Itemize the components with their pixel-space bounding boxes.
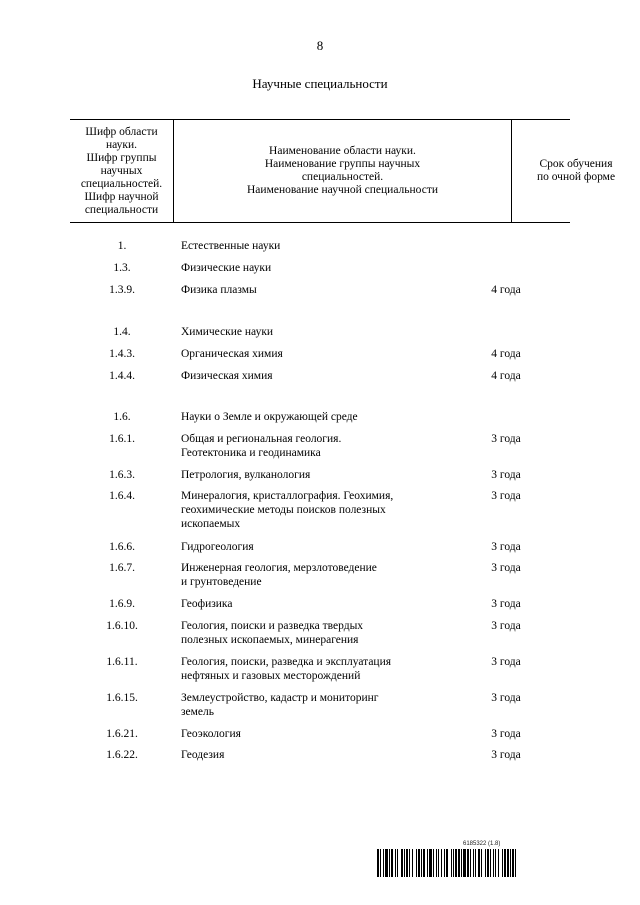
barcode-bar xyxy=(516,849,518,877)
row-code: 1.3. xyxy=(113,262,131,274)
barcode xyxy=(377,849,589,877)
row-term: 4 года xyxy=(491,370,521,382)
row-code: 1.6.7. xyxy=(109,562,135,574)
page-number: 8 xyxy=(316,38,324,53)
row-term: 3 года xyxy=(491,562,521,574)
header-name: Наименование области науки. Наименование группы научных специальностей. Наименование научной специальности xyxy=(174,120,512,222)
row-code: 1.6.11. xyxy=(106,656,138,668)
row-name: Физика плазмы xyxy=(181,284,257,296)
row-name: Общая и региональная геология. Геотектоника и геодинамика xyxy=(181,433,342,459)
row-code: 1.6.15. xyxy=(106,692,138,704)
row-code: 1.6.4. xyxy=(109,490,135,502)
table-header xyxy=(70,119,616,223)
document-title: Научные специальности xyxy=(252,76,388,91)
row-name: Гидрогеология xyxy=(181,541,254,553)
row-code: 1.6.6. xyxy=(109,541,135,553)
row-name: Землеустройство, кадастр и мониторинг земель xyxy=(181,692,379,718)
row-name: Геодезия xyxy=(181,749,225,761)
row-name: Геология, поиски, разведка и эксплуатация нефтяных и газовых месторождений xyxy=(181,656,392,682)
row-name: Инженерная геология, мерзлотоведение и грунтоведение xyxy=(181,562,377,588)
row-term: 3 года xyxy=(491,433,521,445)
row-term: 3 года xyxy=(491,692,521,704)
document-id: 6185322 (1.8) xyxy=(463,841,501,847)
row-code: 1.6. xyxy=(113,411,131,423)
row-name: Естественные науки xyxy=(181,240,281,252)
row-term: 3 года xyxy=(491,749,521,761)
row-code: 1.6.22. xyxy=(106,749,138,761)
row-code: 1. xyxy=(117,240,127,252)
row-name: Геоэкология xyxy=(181,728,241,740)
row-name: Минералогия, кристаллография. Геохимия, геохимические методы поисков полезных ископаемых xyxy=(181,490,394,530)
header-term: Срок обучения по очной форме xyxy=(536,158,616,183)
row-code: 1.4.3. xyxy=(109,348,135,360)
row-code: 1.6.1. xyxy=(109,433,135,445)
row-code: 1.6.21. xyxy=(106,728,138,740)
row-term: 4 года xyxy=(491,284,521,296)
row-name: Науки о Земле и окружающей среде xyxy=(181,411,358,423)
row-name: Петрология, вулканология xyxy=(181,469,311,481)
row-name: Физическая химия xyxy=(181,370,273,382)
row-name: Физические науки xyxy=(181,262,272,274)
row-code: 1.6.3. xyxy=(109,469,135,481)
row-name: Органическая химия xyxy=(181,348,283,360)
row-term: 3 года xyxy=(491,469,521,481)
row-name: Геология, поиски и разведка твердых полезных ископаемых, минерагения xyxy=(181,620,364,646)
row-term: 4 года xyxy=(491,348,521,360)
row-term: 3 года xyxy=(491,490,521,502)
row-code: 1.6.9. xyxy=(109,598,135,610)
row-code: 1.4.4. xyxy=(109,370,135,382)
row-code: 1.3.9. xyxy=(109,284,135,296)
row-term: 3 года xyxy=(491,656,521,668)
row-name: Химические науки xyxy=(181,326,274,338)
row-code: 1.6.10. xyxy=(106,620,138,632)
row-term: 3 года xyxy=(491,620,521,632)
row-term: 3 года xyxy=(491,598,521,610)
header-code: Шифр области науки. Шифр группы научных специальностей. Шифр научной специальности xyxy=(70,120,174,222)
row-code: 1.4. xyxy=(113,326,131,338)
row-name: Геофизика xyxy=(181,598,233,610)
row-term: 3 года xyxy=(491,541,521,553)
row-term: 3 года xyxy=(491,728,521,740)
